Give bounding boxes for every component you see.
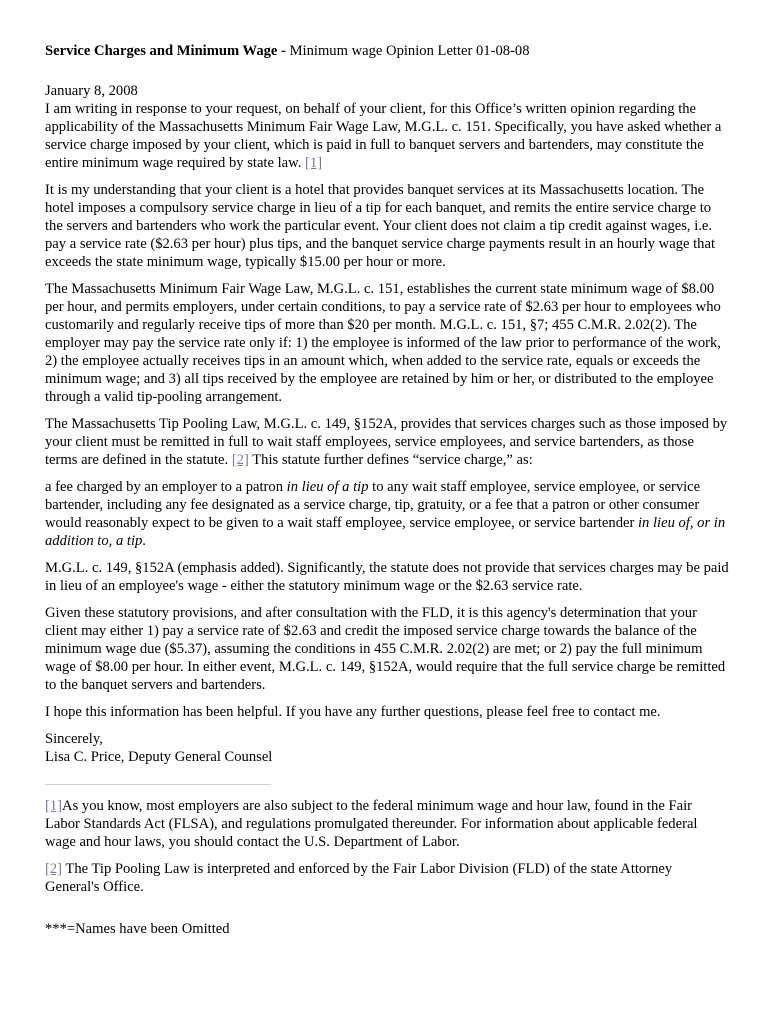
- footnote-2-text: The Tip Pooling Law is interpreted and enforced by the Fair Labor Division (FLD) of the state Attorney General's Office.: [45, 861, 673, 895]
- quote-text-a: a fee charged by an employer to a patron: [45, 479, 287, 495]
- letter-date: January 8, 2008: [45, 83, 138, 99]
- names-omitted-note: ***=Names have been Omitted: [45, 921, 230, 937]
- footnote-1-marker[interactable]: [1]: [45, 798, 63, 814]
- closing: Sincerely,: [45, 731, 103, 747]
- footnote-1-text: As you know, most employers are also subject to the federal minimum wage and hour law, found in the Fair Labor Standards Act (FLSA), and regulations promulgated thereunder. For information about applicable federal wage and hour laws, you should contact the U.S. Department of Labor.: [45, 798, 698, 850]
- footnote-2-marker[interactable]: [2]: [45, 861, 63, 877]
- footnote-link-1[interactable]: [1]: [305, 155, 323, 171]
- footnote-divider: [45, 784, 271, 785]
- statute-quote: [45, 478, 730, 550]
- paragraph-7: I hope this information has been helpful. If you have any further questions, please feel free to contact me.: [45, 704, 661, 720]
- title-rest: Minimum wage Opinion Letter 01-08-08: [285, 43, 530, 59]
- paragraph-4-text-1: The Massachusetts Tip Pooling Law, M.G.L. c. 149, §152A, provides that services charges such as those imposed by your client must be remitted in full to wait staff employees, service employees, and service bartenders, as those terms are defined in the statute.: [45, 416, 728, 468]
- paragraph-3: The Massachusetts Minimum Fair Wage Law, M.G.L. c. 151, establishes the current state minimum wage of $8.00 per hour, and permits employers, under certain conditions, to pay a service rate of $2.63 per hour to employees who customarily and regularly receive tips of more than $20 per month. M.G.L. c. 151, §7; 455 C.M.R. 2.02(2). The employer may pay the service rate only if: 1) the employee is informed of the law prior to performance of the work, 2) the employee actually receives tips in an amount which, when added to the service rate, equals or exceeds the minimum wage; and 3) all tips received by the employee are retained by him or her, or distributed to the employee through a valid tip-pooling arrangement.: [45, 281, 721, 405]
- quote-text-b: to any wait staff employee, service employee, or service bartender, including any fee designated as a service charge, tip, gratuity, or a fee that a patron or other consumer would reasonably expect to be given to a wait staff employee, service employee, or service bartender: [45, 479, 701, 531]
- footnote-1: [45, 797, 730, 851]
- paragraph-4: [45, 415, 730, 469]
- quote-italic-a: in lieu of a tip: [286, 479, 369, 495]
- quote-text-c: .: [142, 533, 146, 549]
- paragraph-5: M.G.L. c. 149, §152A (emphasis added). Significantly, the statute does not provide that services charges may be paid in lieu of an employee's wage - either the statutory minimum wage or the $2.63 service rate.: [45, 560, 729, 594]
- quote-italic-b: in lieu of, or in addition to, a tip: [45, 515, 726, 549]
- signature: Lisa C. Price, Deputy General Counsel: [45, 749, 273, 765]
- footnote-link-2[interactable]: [2]: [231, 452, 249, 468]
- paragraph-1-text: I am writing in response to your request, on behalf of your client, for this Office’s written opinion regarding the applicability of the Massachusetts Minimum Fair Wage Law, M.G.L. c. 151. Specifically, you have asked whether a service charge imposed by your client, which is paid in full to banquet servers and bartenders, may constitute the entire minimum wage required by state law.: [45, 101, 722, 171]
- paragraph-1: [45, 100, 730, 172]
- paragraph-2: It is my understanding that your client is a hotel that provides banquet services at its Massachusetts location. The hotel imposes a compulsory service charge in lieu of a tip for each banquet, and remits the entire service charge to the servers and bartenders who work the particular event. Your client does not claim a tip credit against wages, i.e. pay a service rate ($2.63 per hour) plus tips, and the banquet service charge payments result in an hourly wage that exceeds the state minimum wage, typically $15.00 per hour or more.: [45, 182, 716, 270]
- title-bold: Service Charges and Minimum Wage -: [45, 43, 286, 59]
- footnote-2: [45, 860, 730, 896]
- document-title: [45, 42, 730, 60]
- paragraph-4-text-2: This statute further defines “service charge,” as:: [248, 452, 533, 468]
- paragraph-6: Given these statutory provisions, and after consultation with the FLD, it is this agency's determination that your client may either 1) pay a service rate of $2.63 and credit the imposed service charge towards the balance of the minimum wage due ($5.37), assuming the conditions in 455 C.M.R. 2.02(2) are met; or 2) pay the full minimum wage of $8.00 per hour. In either event, M.G.L. c. 149, §152A, would require that the full service charge be remitted to the banquet servers and bartenders.: [45, 605, 726, 693]
